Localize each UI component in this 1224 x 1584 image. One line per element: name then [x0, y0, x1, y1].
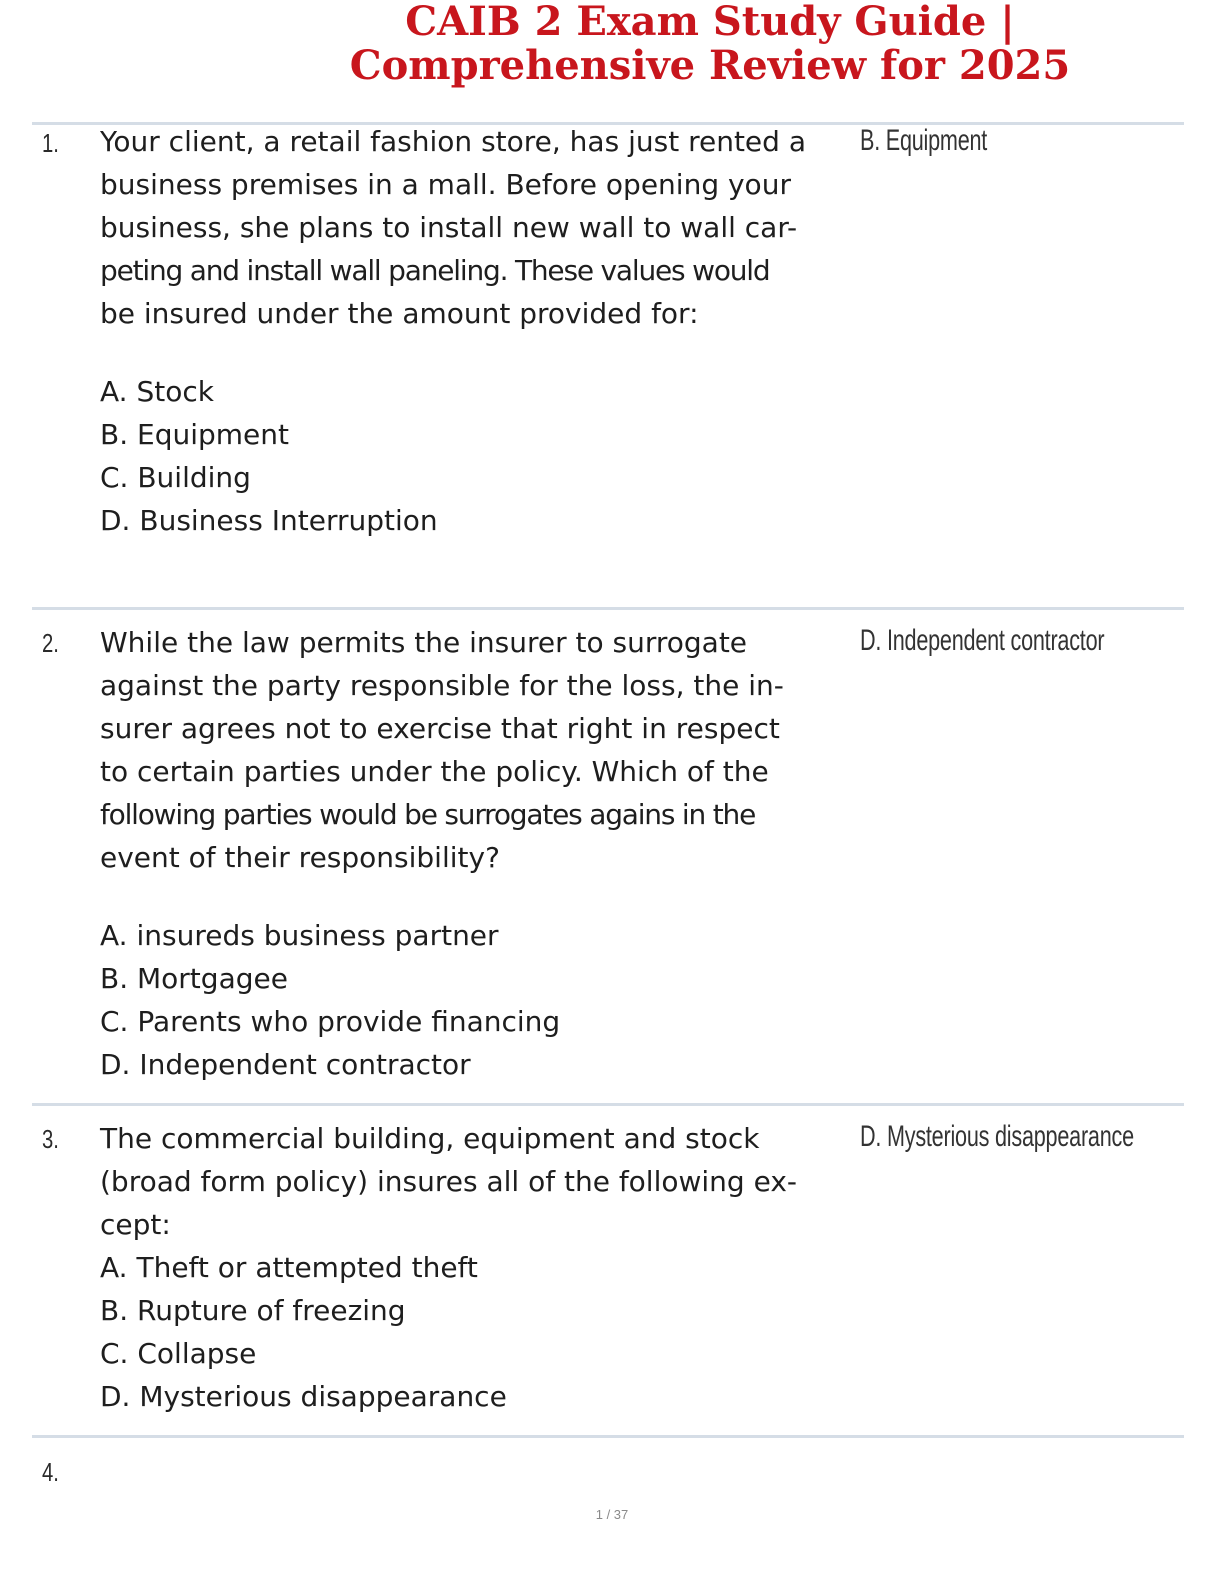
option-b: B. Equipment	[100, 418, 289, 451]
document-title-line-2: Comprehensive Review for 2025	[349, 42, 1071, 89]
option-c: C. Building	[100, 461, 251, 494]
divider	[32, 1435, 1184, 1438]
option-d: D. Independent contractor	[100, 1048, 471, 1081]
question-text-line: surer agrees not to exercise that right in respect	[100, 712, 780, 745]
option-list	[100, 1246, 860, 1418]
divider	[32, 607, 1184, 610]
option-d: D. Business Interruption	[100, 504, 438, 537]
question-body	[100, 1117, 860, 1418]
answer-text: D. Independent contractor	[860, 624, 1105, 657]
option-b: B. Mortgagee	[100, 962, 288, 995]
question-text	[100, 621, 860, 879]
option-a: A. insureds business partner	[100, 919, 499, 952]
question-text-line: peting and install wall paneling. These values would	[100, 254, 770, 287]
question-text-line: While the law permits the insurer to surrogate	[100, 626, 748, 659]
question-text	[100, 1117, 860, 1246]
question-text-line: business, she plans to install new wall to wall car-	[100, 211, 798, 244]
question-number: 4.	[42, 1457, 59, 1487]
option-a: A. Stock	[100, 375, 214, 408]
question-text-line: following parties would be surrogates agains in the	[100, 798, 756, 831]
question-text-line: (broad form policy) insures all of the following ex-	[100, 1165, 798, 1198]
question-number: 3.	[42, 1124, 59, 1154]
page-indicator: 1 / 37	[595, 1507, 629, 1522]
option-a: A. Theft or attempted theft	[100, 1251, 478, 1284]
option-d: D. Mysterious disappearance	[100, 1380, 507, 1413]
question-number: 2.	[42, 628, 59, 658]
question-text-line: to certain parties under the policy. Which of the	[100, 755, 769, 788]
option-list	[100, 370, 860, 542]
question-text-line: Your client, a retail fashion store, has just rented a	[100, 125, 806, 158]
question-text-line: event of their responsibility?	[100, 841, 500, 874]
option-list	[100, 914, 860, 1086]
answer-text: D. Mysterious disappearance	[860, 1120, 1134, 1153]
question-number: 1.	[42, 128, 59, 158]
question-text-line: cept:	[100, 1208, 171, 1241]
question-text-line: The commercial building, equipment and stock	[100, 1122, 760, 1155]
question-body	[100, 621, 860, 1086]
question-body	[100, 120, 860, 542]
question-text-line: business premises in a mall. Before opening your	[100, 168, 791, 201]
question-text-line: be insured under the amount provided for:	[100, 297, 699, 330]
divider	[32, 1103, 1184, 1106]
option-b: B. Rupture of freezing	[100, 1294, 406, 1327]
option-c: C. Parents who provide financing	[100, 1005, 561, 1038]
answer-text: B. Equipment	[860, 124, 988, 157]
document-title	[300, 0, 1120, 88]
option-c: C. Collapse	[100, 1337, 257, 1370]
question-text	[100, 120, 860, 335]
document-title-line-1: CAIB 2 Exam Study Guide |	[405, 0, 1015, 45]
question-text-line: against the party responsible for the loss, the in-	[100, 669, 784, 702]
